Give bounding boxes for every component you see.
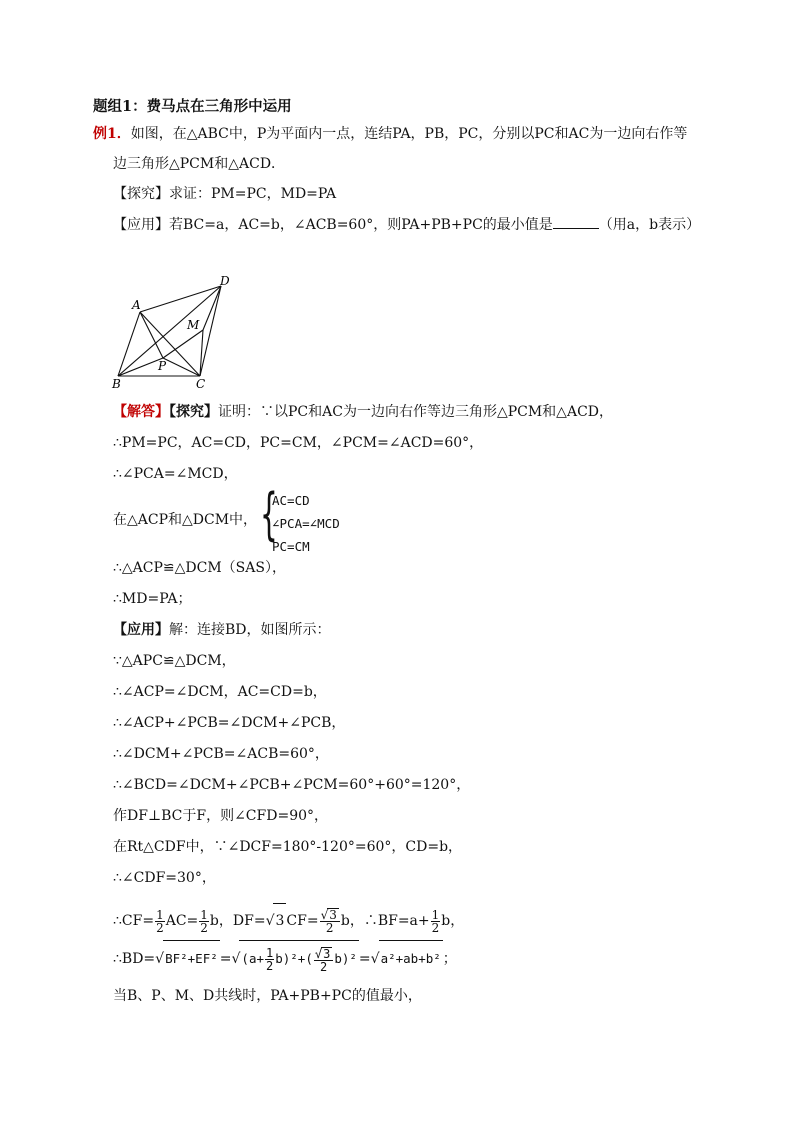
label-D: D [220,274,230,288]
segment-PC [163,358,200,376]
solution-line-9: ∴∠ACP=∠DCM，AC=CD=b， [113,684,327,700]
frac-den: 2 [431,920,440,935]
solution-line-6: ∴MD=PA； [113,591,192,607]
segment-PM [163,330,203,358]
s16-part-a: ∴CF= [113,913,155,929]
s17-eq-1: = [219,951,232,967]
frac-num: 1 [266,946,274,960]
system-brace: { [260,482,278,547]
frac-num: √3 [314,947,333,961]
frac-den: 2 [319,959,328,974]
apply-question [113,215,700,235]
r2-part-b: b)²+( [275,951,313,966]
solution-line-17: ∴BD=√BF²+EF² =√(a+ $\frac{1}{2}$ b)²+( $\frac{√3}{2}$ b)² =√a²+ab+b² ； [113,940,457,977]
example-line-1 [93,124,687,144]
sqrt-3: 3 [323,946,331,961]
explore-text: 求证：PM=PC，MD=PA [169,186,337,202]
congruence-system [272,489,340,558]
segment-BP [118,358,163,376]
solution-line-15: ∴∠CDF=30°， [113,870,216,886]
solution-line-16: ∴CF= $\frac{1}{2}$ AC= $\frac{1}{2}$ b，DF=√3 CF= $\frac{√3}{2}$ b，∴BF=a+ $\frac{1}{2}$ b， [113,903,464,938]
radical-bf-ef: BF²+EF² [163,940,220,977]
answer-tag: 【解答】 [113,404,169,420]
frac-den: 2 [266,959,274,973]
s16-part-c: b，DF= [209,913,266,929]
frac-num: 1 [156,907,164,922]
geometry-figure [108,272,238,392]
solution-line-1 [113,402,613,422]
label-C: C [196,377,206,391]
frac-num: 1 [200,907,208,922]
s16-part-b: AC= [165,913,199,929]
answer-blank [553,215,599,229]
label-P: P [158,359,167,373]
fraction-sqrt3-half [320,908,340,934]
solution-line-4: 在△ACP和△DCM中， [113,512,258,528]
solution-line-18: 当B、P、M、D共线时，PA+PB+PC的值最小， [113,988,422,1004]
solution-line-12: ∴∠BCD=∠DCM+∠PCB+∠PCM=60°+60°=120°， [113,777,471,793]
fraction-half-4 [265,947,274,972]
solution-line-13: 作DF⊥BC于F，则∠CFD=90°， [113,808,329,824]
fraction-half-3 [431,909,441,934]
explore-question [113,184,336,204]
apply-tail: （用a，b表示） [598,217,701,233]
segment-AD [140,286,221,312]
solution-text-1: 证明：∵以PC和AC为一边向右作等边三角形△PCM和△ACD， [218,404,613,420]
explore-tag: 【探究】 [113,186,169,202]
r2-part-a: (a+ [241,951,264,966]
system-row-2: ∠PCA=∠MCD [272,516,340,531]
solution-line-14: 在Rt△CDF中，∵∠DCF=180°-120°=60°，CD=b， [113,839,463,855]
fraction-half-2 [199,909,209,934]
segment-AP [140,312,163,358]
frac-den: 2 [156,920,164,935]
r2-part-c: b)² [334,951,357,966]
section-heading: 题组1：费马点在三角形中运用 [93,98,292,115]
frac-den: 2 [325,921,334,935]
solution-line-3: ∴∠PCA=∠MCD， [113,466,238,482]
sqrt-3: 3 [273,903,286,938]
s17-eq-2: = [358,951,371,967]
sqrt-3: 3 [329,908,337,922]
frac-num: √3 [320,908,340,922]
solution-line-11: ∴∠DCM+∠PCB=∠ACB=60°， [113,746,329,762]
system-row-3: PC=CM [272,539,310,554]
frac-num: 1 [431,907,440,922]
example-label: 例1． [93,126,131,142]
s16-part-f: b，∴BF=a+ [340,913,430,929]
solution-line-5: ∴△ACP≌△DCM（SAS）， [113,560,286,576]
system-row-1: AC=CD [272,493,310,508]
s17-part-a: ∴BD= [113,951,156,967]
s17-tail: ； [442,951,457,967]
fraction-half-1 [155,909,165,934]
solution-text-7: 解：连接BD，如图所示： [169,622,331,638]
example-text-1: 如图，在△ABC中，P为平面内一点，连结PA，PB，PC，分别以PC和AC为一边向右作等 [130,126,688,142]
solution-line-7 [113,620,331,640]
solution-line-8: ∵△APC≌△DCM， [113,653,236,669]
fraction-sqrt3-half-2 [314,947,333,973]
radical-final: a²+ab+b² [379,940,443,977]
apply-text: 若BC=a，AC=b，∠ACB=60°，则PA+PB+PC的最小值是 [169,217,553,233]
apply-tag: 【应用】 [113,217,169,233]
label-A: A [132,298,141,312]
radical-expanded [239,940,359,977]
label-M: M [187,318,200,332]
s16-part-g: b， [441,913,465,929]
solution-apply-tag: 【应用】 [113,622,169,638]
solution-line-2: ∴PM=PC，AC=CD，PC=CM，∠PCM=∠ACD=60°， [113,435,484,451]
frac-den: 2 [200,920,208,935]
solution-line-10: ∴∠ACP+∠PCB=∠DCM+∠PCB， [113,715,346,731]
label-B: B [112,377,121,391]
example-line-2: 边三角形△PCM和△ACD． [113,156,286,172]
solution-explore-tag: 【探究】 [169,404,218,420]
s16-part-e: CF= [286,913,319,929]
